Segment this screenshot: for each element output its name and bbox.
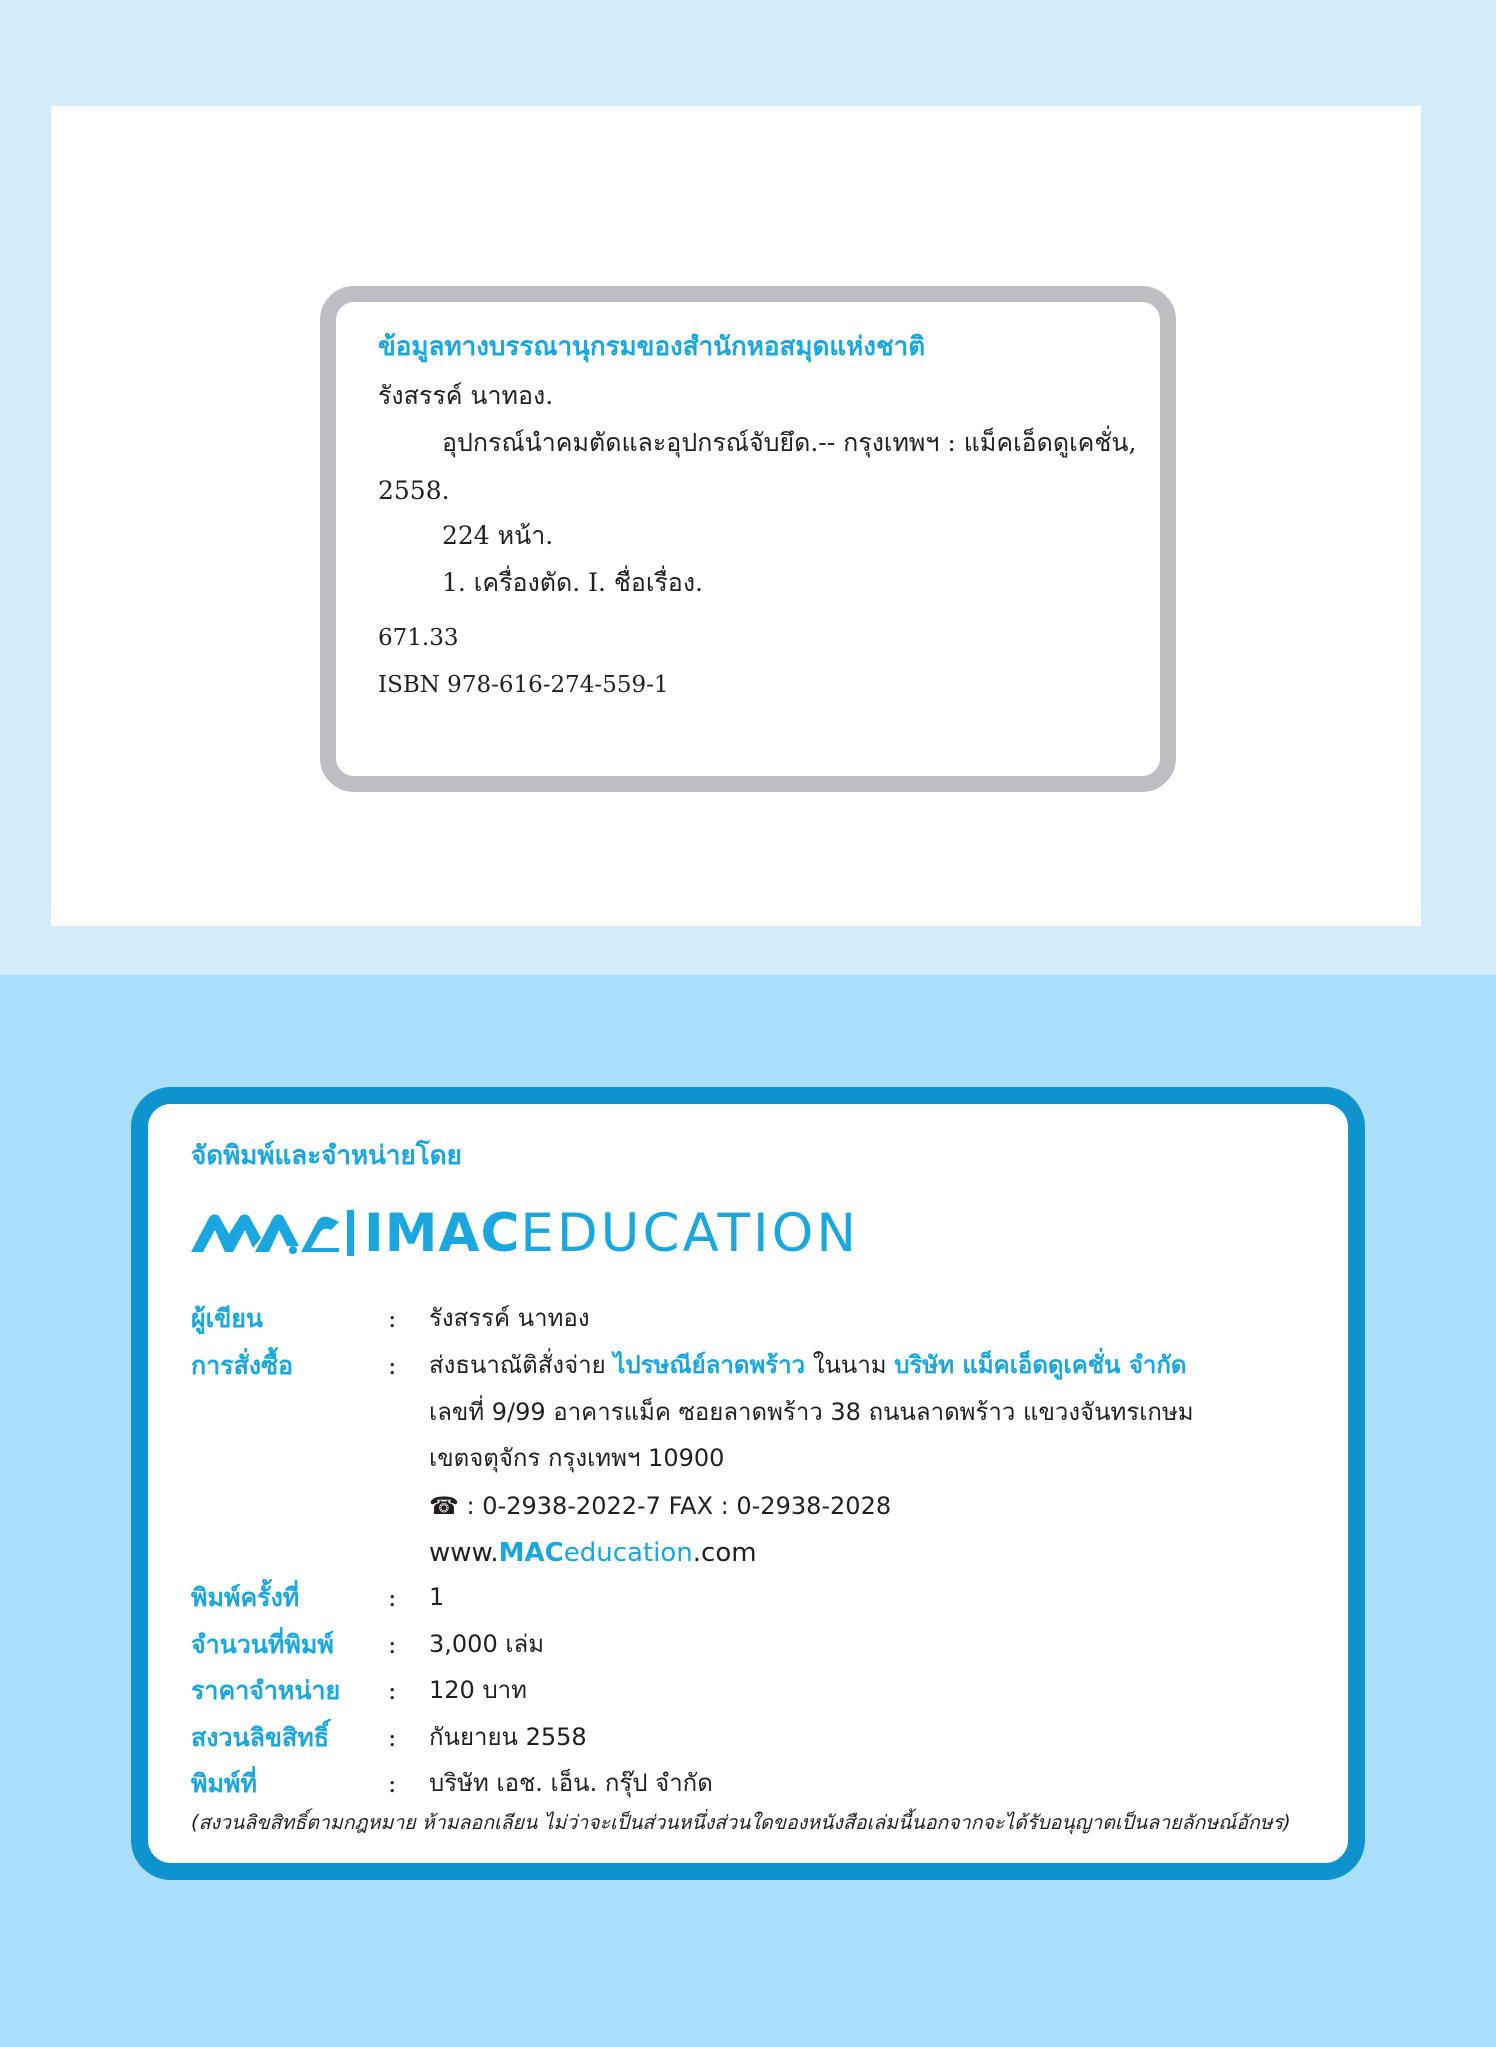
colon: :: [388, 1769, 397, 1798]
imac-education-logo: [191, 1198, 859, 1268]
cip-author: รังสรรค์ นาทอง.: [378, 381, 554, 410]
colon: :: [388, 1351, 397, 1380]
cip-isbn: ISBN 978-616-274-559-1: [378, 672, 669, 698]
label-printer: พิมพ์ที่: [191, 1769, 257, 1798]
cip-title: ข้อมูลทางบรรณานุกรมของสำนักหอสมุดแห่งชาติ: [378, 332, 926, 362]
order-address-line-2: เขตจตุจักร กรุงเทพฯ 10900: [429, 1444, 725, 1472]
cip-classification: 671.33: [378, 625, 459, 651]
colon: :: [388, 1630, 397, 1659]
order-phone: ☎ : 0-2938-2022-7 FAX : 0-2938-2028: [429, 1492, 892, 1520]
cip-year: 2558.: [378, 476, 450, 505]
logo-wordmark: IMACEDUCATION: [364, 1202, 859, 1264]
label-author: ผู้เขียน: [191, 1304, 264, 1333]
colon: :: [388, 1723, 397, 1752]
colon: :: [388, 1676, 397, 1705]
label-order: การสั่งซื้อ: [191, 1351, 294, 1380]
label-copyright: สงวนลิขสิทธิ์: [191, 1723, 330, 1752]
label-edition: พิมพ์ครั้งที่: [191, 1583, 300, 1612]
label-print-count: จำนวนที่พิมพ์: [191, 1630, 334, 1659]
value-edition: 1: [429, 1583, 445, 1611]
colon: :: [388, 1304, 397, 1333]
label-price: ราคาจำหน่าย: [191, 1676, 341, 1705]
cip-subjects: 1. เครื่องตัด. I. ชื่อเรื่อง.: [442, 568, 703, 597]
value-price: 120 บาท: [429, 1676, 527, 1704]
order-address-line-1: เลขที่ 9/99 อาคารแม็ค ซอยลาดพร้าว 38 ถนนลาดพร้าว แขวงจันทรเกษม: [429, 1398, 1194, 1426]
copyright-note: (สงวนลิขสิทธิ์ตามกฎหมาย ห้ามลอกเลียน ไม่ว่าจะเป็นส่วนหนึ่งส่วนใดของหนังสือเล่มนี้นอกจากจะได้รับอนุญาตเป็นลายลักษณ์อักษร): [191, 1811, 1291, 1834]
order-website[interactable]: www.MACeducation.com: [429, 1538, 757, 1568]
colon: :: [388, 1583, 397, 1612]
value-copyright: กันยายน 2558: [429, 1723, 587, 1751]
value-order: ส่งธนาณัติสั่งจ่าย ไปรษณีย์ลาดพร้าว ในนาม บริษัท แม็คเอ็ดดูเคชั่น จำกัด: [429, 1351, 1187, 1379]
cip-book-line: อุปกรณ์นำคมตัดและอุปกรณ์จับยึด.-- กรุงเทพฯ : แม็คเอ็ดดูเคชั่น,: [442, 428, 1137, 457]
value-printer: บริษัท เอช. เอ็น. กรุ๊ป จำกัด: [429, 1769, 713, 1797]
cip-pages: 224 หน้า.: [442, 521, 554, 550]
mac-logo-mark-icon: [191, 1208, 339, 1258]
publisher-heading: จัดพิมพ์และจำหน่ายโดย: [191, 1141, 462, 1171]
phone-icon: ☎: [429, 1492, 459, 1520]
value-author: รังสรรค์ นาทอง: [429, 1304, 590, 1332]
logo-divider: [347, 1210, 354, 1256]
value-print-count: 3,000 เล่ม: [429, 1630, 545, 1658]
